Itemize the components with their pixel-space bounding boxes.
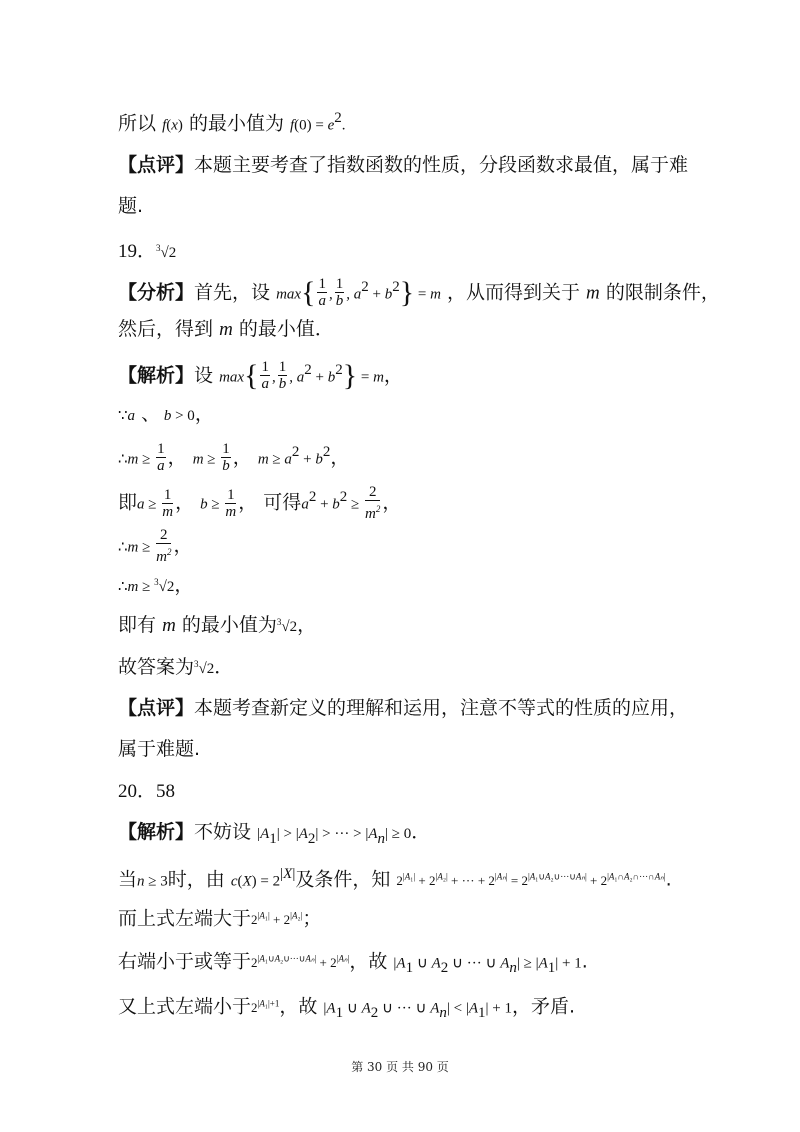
math-f-of-x: f	[162, 117, 167, 134]
solution-20-line-2: 当n ≥ 3时，由 $c(X) = 2^{|X|}$及条件，知 $2^{|A_1|} + 2^{|A_2|}$ + ··· + $2^{|A_n|} = 2^{|A_1\cup A_2\cup\cdot\cdot\cdot\cup A_n|} + 2^{|A_1\cap A_2\cap\cdot\cdot\cdot\cap A_n|}$.	[118, 866, 672, 891]
solution-20-line-5: 又上式左端小于$2^{|A_1|+1}$，故 $|A_1$ ∪ $A_2$ ∪ ··· ∪ $A_n| < |A_1| + 1$，矛盾.	[118, 995, 576, 1022]
solution-line-6: ∴m ≥ $^3$√2，	[118, 574, 194, 596]
page-footer: 第 30 页 共 90 页	[351, 1060, 449, 1074]
solution-line-7: 即有 m 的最小值为$^3$√2，	[118, 614, 317, 636]
solution-20-line-3: 而上式左端大于$2^{|A_1|} + 2^{|A_2|}$；	[118, 907, 322, 930]
line-conclusion: 所以 f(x) 的最小值为 $f(0) = e^2$.	[118, 110, 346, 135]
comment-paragraph: 【点评】本题主要考查了指数函数的性质，分段函数求最值，属于难	[118, 154, 689, 176]
solution-line-3: ∴m ≥ $\frac{1}{a}$ ， m ≥ $\frac{1}{b}$ ， $m \ge a^2 + b^2$，	[118, 441, 350, 475]
solution-answer: 故答案为$^3$√2．	[118, 656, 234, 678]
math-f0-equals: f	[290, 117, 295, 134]
comment-paragraph-cont: 题.	[118, 195, 144, 217]
solution-line-1: 【解析】设 max{ $\frac{1}{a}$ , $\frac{1}{b}$ , $a^2 + b^2\} = m$，	[118, 358, 403, 393]
question-19-header: 19．$^3$√2	[118, 241, 177, 262]
solution-20-line-4: 右端小于或等于$2^{|A_1\cup A_2\cup\cdot\cdot\cdot\cup A_n|} + 2^{|A_n|}$，故 $|A_1$ ∪ $A_2$ ∪ ··· ∪ $A_n| \ge |A_1| + 1$.	[118, 950, 588, 977]
solution-line-5: ∴m ≥ $\frac{2}{m^2}$ ，	[118, 527, 193, 565]
question-20-header: 20．58	[118, 781, 176, 802]
analysis-line-2: 然后，得到 m 的最小值．	[118, 318, 334, 340]
comment-paragraph-19-cont: 属于难题.	[118, 738, 201, 760]
solution-line-2: ∵a 、 b > 0，	[118, 403, 214, 425]
answer-cuberoot-2: $^3$√2	[156, 243, 177, 261]
solution-20-line-1: 【解析】不妨设 $|A_1| > |A_2|$ > ··· > $|A_n| \ge 0$．	[118, 821, 431, 847]
comment-paragraph-19: 【点评】本题考查新定义的理解和运用，注意不等式的性质的应用，	[118, 697, 689, 719]
solution-line-4: 即a ≥ $\frac{1}{m}$ ， b ≥ $\frac{1}{m}$ ， 可得$a^2 + b^2$ ≥ $\frac{2}{m^2}$ ，	[118, 484, 402, 522]
analysis-line: 【分析】首先，设 max{ $\frac{1}{a}$ , $\frac{1}{b}$ , $a^2 + b^2\} = m$ ，从而得到关于 m 的限制条件，	[118, 275, 720, 310]
